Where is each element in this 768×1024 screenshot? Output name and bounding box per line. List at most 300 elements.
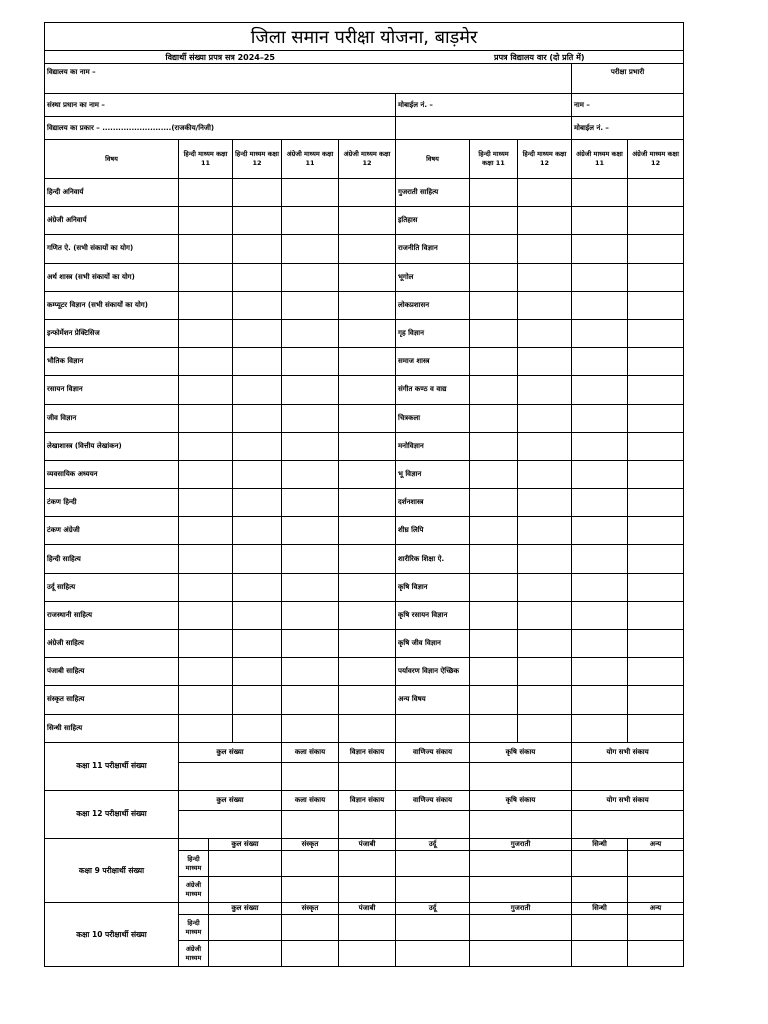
input-cell[interactable] — [572, 658, 628, 686]
input-cell[interactable] — [179, 489, 233, 517]
subject-header-row — [45, 140, 684, 179]
subject-row — [45, 179, 684, 207]
input-cell[interactable] — [339, 179, 396, 207]
input-cell[interactable] — [396, 810, 470, 838]
subject-name: गणित ऐ. (सभी संकायों का योग) — [45, 235, 179, 263]
col-header: अंग्रेजी माध्यम कक्षा 12 — [628, 140, 684, 179]
input-cell[interactable] — [282, 686, 339, 714]
input-cell[interactable] — [572, 941, 628, 967]
col-header: संस्कृत — [282, 839, 339, 851]
input-cell[interactable] — [282, 851, 339, 877]
input-cell[interactable] — [470, 915, 572, 941]
col-header: कुल संख्या — [209, 903, 282, 915]
input-cell[interactable] — [470, 460, 518, 488]
subject-name: रसायन विज्ञान — [45, 376, 179, 404]
subject-row — [45, 432, 684, 460]
input-cell[interactable] — [470, 263, 518, 291]
medium-label: अंग्रेजी माध्यम — [179, 877, 209, 903]
input-cell[interactable] — [470, 851, 572, 877]
input-cell[interactable] — [628, 851, 684, 877]
input-cell[interactable] — [233, 404, 282, 432]
input-cell[interactable] — [233, 291, 282, 319]
input-cell[interactable] — [179, 432, 233, 460]
input-cell[interactable] — [282, 714, 339, 742]
input-cell[interactable] — [179, 686, 233, 714]
input-cell[interactable] — [339, 658, 396, 686]
input-cell[interactable] — [233, 460, 282, 488]
input-cell[interactable] — [396, 851, 470, 877]
input-cell[interactable] — [233, 686, 282, 714]
subject-name: इतिहास — [396, 207, 470, 235]
input-cell[interactable] — [518, 376, 572, 404]
input-cell[interactable] — [470, 658, 518, 686]
input-cell[interactable] — [179, 545, 233, 573]
input-cell[interactable] — [282, 432, 339, 460]
col-header: विज्ञान संकाय — [339, 742, 396, 762]
input-cell[interactable] — [470, 404, 518, 432]
mobile-label-1: मोबाईल नं. – — [396, 94, 572, 117]
subject-row — [45, 714, 684, 742]
col-header: कुल संख्या — [209, 839, 282, 851]
input-cell[interactable] — [628, 630, 684, 658]
form-subtitle-right: प्रपत्र विद्यालय वार (दो प्रति में) — [396, 51, 684, 64]
input-cell[interactable] — [518, 207, 572, 235]
col-header: पंजाबी — [339, 839, 396, 851]
subject-name: कम्प्यूटर विज्ञान (सभी संकायों का योग) — [45, 291, 179, 319]
school-type-label: विद्यालय का प्रकार – ..........................(राजकीय/निजी) — [45, 117, 396, 140]
exam-incharge-label: परीक्षा प्रभारी — [572, 64, 684, 94]
input-cell[interactable] — [518, 432, 572, 460]
input-cell[interactable] — [396, 915, 470, 941]
input-cell[interactable] — [628, 714, 684, 742]
input-cell[interactable] — [470, 573, 518, 601]
col-header: उर्दू — [396, 839, 470, 851]
subject-name: जीव विज्ञान — [45, 404, 179, 432]
input-cell[interactable] — [339, 404, 396, 432]
input-cell[interactable] — [518, 263, 572, 291]
input-cell[interactable] — [233, 376, 282, 404]
input-cell[interactable] — [339, 207, 396, 235]
subject-row — [45, 601, 684, 629]
medium-label: हिन्दी माध्यम — [179, 915, 209, 941]
input-cell[interactable] — [339, 686, 396, 714]
col-header: संस्कृत — [282, 903, 339, 915]
subject-name: शीघ्र लिपि — [396, 517, 470, 545]
subject-name: कृषि जीव विज्ञान — [396, 630, 470, 658]
input-cell[interactable] — [628, 319, 684, 347]
input-cell[interactable] — [179, 762, 282, 790]
input-cell[interactable] — [233, 658, 282, 686]
input-cell[interactable] — [470, 348, 518, 376]
input-cell[interactable] — [179, 263, 233, 291]
col-header: हिन्दी माध्यम कक्षा 11 — [470, 140, 518, 179]
input-cell[interactable] — [572, 460, 628, 488]
input-cell[interactable] — [233, 319, 282, 347]
subject-name: भू विज्ञान — [396, 460, 470, 488]
medium-label: हिन्दी माध्यम — [179, 851, 209, 877]
subject-name: हिन्दी अनिवार्य — [45, 179, 179, 207]
input-cell[interactable] — [282, 810, 339, 838]
input-cell[interactable] — [179, 517, 233, 545]
input-cell[interactable] — [179, 460, 233, 488]
input-cell[interactable] — [628, 404, 684, 432]
subject-name: व्यवसायिक अध्ययन — [45, 460, 179, 488]
input-cell[interactable] — [179, 810, 282, 838]
input-cell[interactable] — [339, 630, 396, 658]
input-cell[interactable] — [339, 941, 396, 967]
input-cell[interactable] — [518, 517, 572, 545]
input-cell[interactable] — [339, 573, 396, 601]
subject-row — [45, 291, 684, 319]
col-header: विज्ञान संकाय — [339, 790, 396, 810]
input-cell[interactable] — [572, 179, 628, 207]
input-cell[interactable] — [518, 319, 572, 347]
input-cell[interactable] — [518, 235, 572, 263]
input-cell[interactable] — [339, 291, 396, 319]
input-cell[interactable] — [396, 941, 470, 967]
input-cell[interactable] — [282, 630, 339, 658]
input-cell[interactable] — [628, 432, 684, 460]
input-cell[interactable] — [233, 432, 282, 460]
input-cell[interactable] — [572, 877, 628, 903]
subject-rows — [45, 179, 684, 743]
input-cell[interactable] — [179, 658, 233, 686]
input-cell[interactable] — [233, 545, 282, 573]
col-header: अंग्रेजी माध्यम कक्षा 11 — [572, 140, 628, 179]
subject-name: गृह विज्ञान — [396, 319, 470, 347]
input-cell[interactable] — [518, 630, 572, 658]
input-cell[interactable] — [233, 601, 282, 629]
input-cell[interactable] — [282, 291, 339, 319]
input-cell[interactable] — [628, 915, 684, 941]
subject-name — [396, 714, 470, 742]
input-cell[interactable] — [282, 404, 339, 432]
class9-10-table — [44, 839, 684, 968]
input-cell[interactable] — [628, 460, 684, 488]
subject-name: पंजाबी साहित्य — [45, 658, 179, 686]
input-cell[interactable] — [470, 207, 518, 235]
subject-name: कृषि रसायन विज्ञान — [396, 601, 470, 629]
subject-name: मनोविज्ञान — [396, 432, 470, 460]
subject-row — [45, 207, 684, 235]
input-cell[interactable] — [396, 762, 470, 790]
head-name-label: संस्था प्रधान का नाम – — [45, 94, 396, 117]
input-cell[interactable] — [470, 319, 518, 347]
input-cell[interactable] — [470, 941, 572, 967]
input-cell[interactable] — [518, 404, 572, 432]
input-cell[interactable] — [470, 686, 518, 714]
input-cell[interactable] — [572, 601, 628, 629]
subject-row — [45, 348, 684, 376]
input-cell[interactable] — [628, 179, 684, 207]
input-cell[interactable] — [628, 291, 684, 319]
input-cell[interactable] — [282, 376, 339, 404]
input-cell[interactable] — [209, 877, 282, 903]
input-cell[interactable] — [179, 235, 233, 263]
input-cell[interactable] — [470, 601, 518, 629]
col-header: गुजराती — [470, 903, 572, 915]
input-cell[interactable] — [470, 877, 572, 903]
input-cell[interactable] — [572, 686, 628, 714]
subject-name: भौतिक विज्ञान — [45, 348, 179, 376]
input-cell[interactable] — [572, 851, 628, 877]
subject-row — [45, 263, 684, 291]
input-cell[interactable] — [470, 179, 518, 207]
input-cell[interactable] — [179, 630, 233, 658]
input-cell[interactable] — [339, 545, 396, 573]
input-cell[interactable] — [282, 545, 339, 573]
medium-label: अंग्रेजी माध्यम — [179, 941, 209, 967]
input-cell[interactable] — [572, 810, 684, 838]
subject-row — [45, 545, 684, 573]
input-cell[interactable] — [628, 686, 684, 714]
input-cell[interactable] — [518, 545, 572, 573]
subject-name: संगीत कण्ठ व वाद्य — [396, 376, 470, 404]
col-header: कृषि संकाय — [470, 790, 572, 810]
input-cell[interactable] — [233, 714, 282, 742]
input-cell[interactable] — [179, 601, 233, 629]
input-cell[interactable] — [233, 263, 282, 291]
input-cell[interactable] — [470, 517, 518, 545]
input-cell[interactable] — [572, 573, 628, 601]
input-cell[interactable] — [518, 179, 572, 207]
input-cell[interactable] — [282, 263, 339, 291]
input-cell[interactable] — [233, 235, 282, 263]
input-cell[interactable] — [470, 630, 518, 658]
col-header: वाणिज्य संकाय — [396, 790, 470, 810]
input-cell[interactable] — [628, 489, 684, 517]
input-cell[interactable] — [233, 179, 282, 207]
input-cell[interactable] — [470, 762, 572, 790]
input-cell[interactable] — [339, 460, 396, 488]
input-cell[interactable] — [396, 877, 470, 903]
input-cell[interactable] — [470, 376, 518, 404]
subject-name: कृषि विज्ञान — [396, 573, 470, 601]
subject-name: उर्दू साहित्य — [45, 573, 179, 601]
subject-row — [45, 460, 684, 488]
input-cell[interactable] — [572, 263, 628, 291]
subject-row — [45, 235, 684, 263]
input-cell[interactable] — [339, 348, 396, 376]
input-cell[interactable] — [233, 630, 282, 658]
col-header: अन्य — [628, 903, 684, 915]
col-header: उर्दू — [396, 903, 470, 915]
input-cell[interactable] — [470, 291, 518, 319]
input-cell[interactable] — [572, 545, 628, 573]
input-cell[interactable] — [470, 489, 518, 517]
subject-name: हिन्दी साहित्य — [45, 545, 179, 573]
input-cell[interactable] — [572, 319, 628, 347]
input-cell[interactable] — [179, 319, 233, 347]
col-header: सिन्धी — [572, 839, 628, 851]
form-table — [44, 22, 684, 839]
input-cell[interactable] — [518, 573, 572, 601]
input-cell[interactable] — [339, 762, 396, 790]
input-cell[interactable] — [572, 207, 628, 235]
input-cell[interactable] — [572, 630, 628, 658]
col-header: कृषि संकाय — [470, 742, 572, 762]
input-cell[interactable] — [572, 915, 628, 941]
input-cell[interactable] — [282, 517, 339, 545]
input-cell[interactable] — [209, 851, 282, 877]
subject-name: अंग्रेजी साहित्य — [45, 630, 179, 658]
input-cell[interactable] — [628, 517, 684, 545]
name-label: नाम – — [572, 94, 684, 117]
input-cell[interactable] — [233, 489, 282, 517]
subject-row — [45, 404, 684, 432]
input-cell[interactable] — [282, 941, 339, 967]
input-cell[interactable] — [339, 915, 396, 941]
subject-col-header: विषय — [45, 140, 179, 179]
subject-name: टंकण अंग्रेजी — [45, 517, 179, 545]
input-cell[interactable] — [282, 235, 339, 263]
student-count-form — [44, 22, 683, 967]
input-cell[interactable] — [628, 941, 684, 967]
col-header: योग सभी संकाय — [572, 742, 684, 762]
input-cell[interactable] — [572, 235, 628, 263]
input-cell[interactable] — [470, 810, 572, 838]
input-cell[interactable] — [628, 545, 684, 573]
mobile-label-2: मोबाईल नं. – — [572, 117, 684, 140]
subject-col-header: विषय — [396, 140, 470, 179]
form-subtitle-left: विद्यार्थी संख्या प्रपत्र सत्र 2024–25 — [45, 51, 396, 64]
input-cell[interactable] — [518, 460, 572, 488]
col-header: गुजराती — [470, 839, 572, 851]
col-header: हिन्दी माध्यम कक्षा 11 — [179, 140, 233, 179]
input-cell[interactable] — [179, 376, 233, 404]
input-cell[interactable] — [339, 601, 396, 629]
subject-name: अंग्रेजी अनिवार्य — [45, 207, 179, 235]
form-title: जिला समान परीक्षा योजना, बाड़मेर — [45, 23, 684, 51]
input-cell[interactable] — [282, 601, 339, 629]
input-cell[interactable] — [470, 432, 518, 460]
input-cell[interactable] — [233, 517, 282, 545]
subject-name: राजस्थानी साहित्य — [45, 601, 179, 629]
col-header: अंग्रेजी माध्यम कक्षा 12 — [339, 140, 396, 179]
input-cell[interactable] — [179, 348, 233, 376]
input-cell[interactable] — [282, 915, 339, 941]
subject-row — [45, 489, 684, 517]
input-cell[interactable] — [572, 762, 684, 790]
input-cell[interactable] — [339, 263, 396, 291]
input-cell[interactable] — [628, 601, 684, 629]
input-cell[interactable] — [282, 319, 339, 347]
subject-row — [45, 319, 684, 347]
input-cell[interactable] — [282, 207, 339, 235]
input-cell[interactable] — [282, 489, 339, 517]
subject-name: संस्कृत साहित्य — [45, 686, 179, 714]
input-cell[interactable] — [572, 489, 628, 517]
input-cell[interactable] — [628, 573, 684, 601]
input-cell[interactable] — [233, 348, 282, 376]
subject-name: चित्रकला — [396, 404, 470, 432]
col-header: हिन्दी माध्यम कक्षा 12 — [233, 140, 282, 179]
col-header: कला संकाय — [282, 742, 339, 762]
col-header: कुल संख्या — [179, 790, 282, 810]
input-cell[interactable] — [470, 545, 518, 573]
input-cell[interactable] — [339, 517, 396, 545]
input-cell[interactable] — [572, 404, 628, 432]
input-cell[interactable] — [282, 658, 339, 686]
input-cell[interactable] — [282, 179, 339, 207]
input-cell[interactable] — [282, 460, 339, 488]
col-header: अन्य — [628, 839, 684, 851]
subject-name: भूगोल — [396, 263, 470, 291]
input-cell[interactable] — [628, 877, 684, 903]
input-cell[interactable] — [572, 348, 628, 376]
input-cell[interactable] — [233, 207, 282, 235]
input-cell[interactable] — [179, 291, 233, 319]
subject-row — [45, 573, 684, 601]
subject-row — [45, 630, 684, 658]
input-cell[interactable] — [572, 714, 628, 742]
input-cell[interactable] — [209, 941, 282, 967]
subject-name: समाज शास्त्र — [396, 348, 470, 376]
input-cell[interactable] — [628, 376, 684, 404]
input-cell[interactable] — [282, 877, 339, 903]
input-cell[interactable] — [282, 573, 339, 601]
input-cell[interactable] — [339, 714, 396, 742]
subject-name: अर्थ शास्त्र (सभी संकायों का योग) — [45, 263, 179, 291]
input-cell[interactable] — [518, 489, 572, 517]
input-cell[interactable] — [518, 714, 572, 742]
subject-name: अन्य विषय — [396, 686, 470, 714]
input-cell[interactable] — [518, 348, 572, 376]
subject-row — [45, 686, 684, 714]
input-cell[interactable] — [518, 686, 572, 714]
col-header: योग सभी संकाय — [572, 790, 684, 810]
input-cell[interactable] — [233, 573, 282, 601]
input-cell[interactable] — [470, 235, 518, 263]
input-cell[interactable] — [339, 877, 396, 903]
input-cell[interactable] — [628, 348, 684, 376]
input-cell[interactable] — [339, 376, 396, 404]
input-cell[interactable] — [339, 810, 396, 838]
input-cell[interactable] — [518, 658, 572, 686]
input-cell[interactable] — [628, 235, 684, 263]
input-cell[interactable] — [572, 517, 628, 545]
input-cell[interactable] — [572, 432, 628, 460]
input-cell[interactable] — [518, 601, 572, 629]
input-cell[interactable] — [628, 658, 684, 686]
input-cell[interactable] — [339, 319, 396, 347]
input-cell[interactable] — [179, 714, 233, 742]
input-cell[interactable] — [628, 207, 684, 235]
input-cell[interactable] — [339, 851, 396, 877]
input-cell[interactable] — [179, 207, 233, 235]
input-cell[interactable] — [572, 376, 628, 404]
input-cell[interactable] — [179, 179, 233, 207]
input-cell[interactable] — [339, 235, 396, 263]
input-cell[interactable] — [282, 348, 339, 376]
input-cell[interactable] — [282, 762, 339, 790]
input-cell[interactable] — [179, 404, 233, 432]
input-cell[interactable] — [518, 291, 572, 319]
input-cell[interactable] — [339, 489, 396, 517]
subject-row — [45, 376, 684, 404]
input-cell[interactable] — [628, 263, 684, 291]
subject-name: लोकप्रशासन — [396, 291, 470, 319]
input-cell[interactable] — [470, 714, 518, 742]
subject-name: दर्शनशास्त्र — [396, 489, 470, 517]
input-cell[interactable] — [339, 432, 396, 460]
subject-name: सिन्धी साहित्य — [45, 714, 179, 742]
class9-label: कक्षा 9 परीक्षार्थी संख्या — [45, 839, 179, 903]
input-cell[interactable] — [209, 915, 282, 941]
subject-name: इन्फोर्मेशन प्रेक्टिसिज — [45, 319, 179, 347]
input-cell[interactable] — [179, 573, 233, 601]
input-cell[interactable] — [572, 291, 628, 319]
